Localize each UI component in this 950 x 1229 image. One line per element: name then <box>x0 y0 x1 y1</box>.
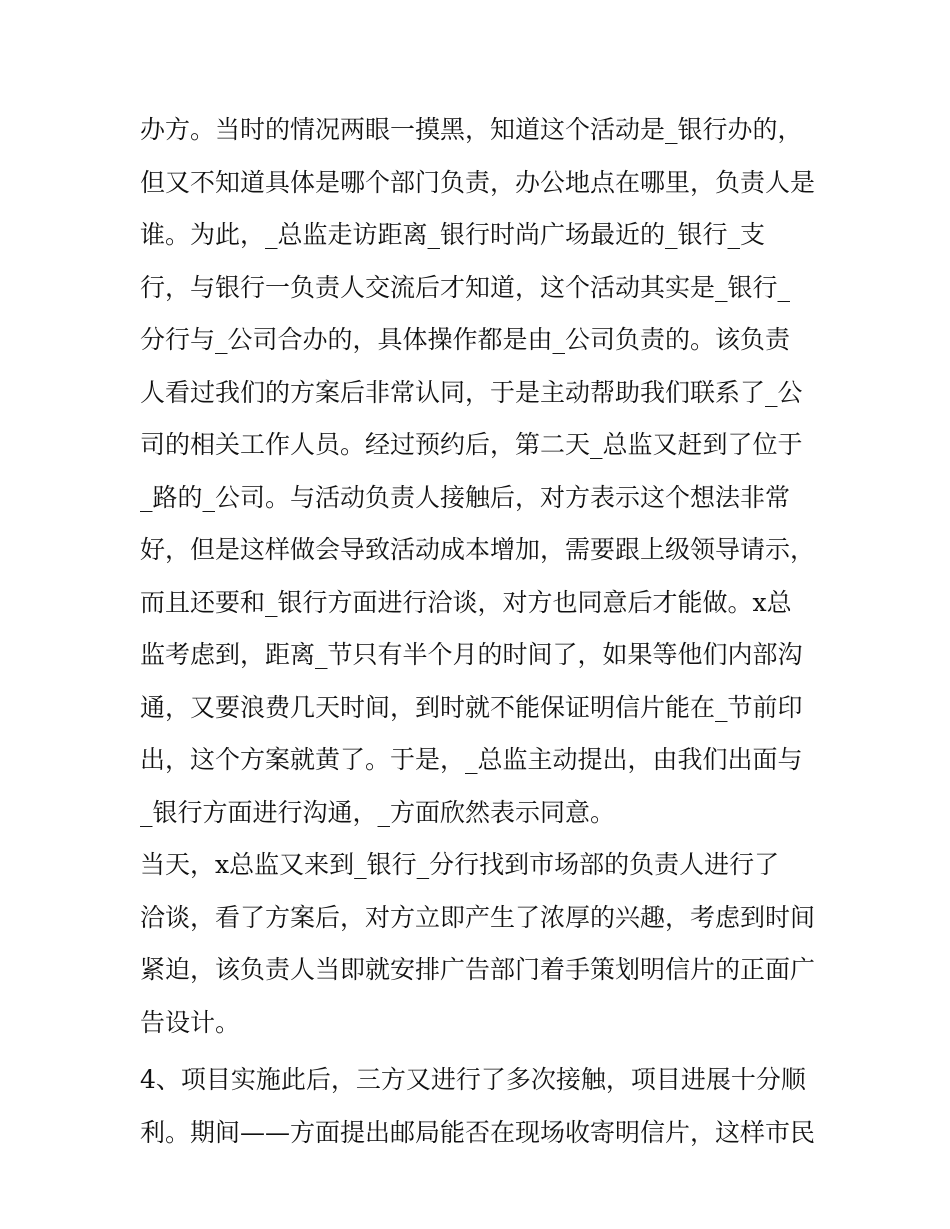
text-line: 分行与_公司合办的，具体操作都是由_公司负责的。该负责 <box>140 325 791 354</box>
text-line: 4、项目实施此后，三方又进行了多次接触，项目进展十分顺 <box>140 1065 806 1094</box>
text-line: 办方。当时的情况两眼一摸黑，知道这个活动是_银行办的， <box>140 115 803 144</box>
text-line: 而且还要和_银行方面进行洽谈，对方也同意后才能做。x总 <box>140 587 792 617</box>
text-line: 利。期间——方面提出邮局能否在现场收寄明信片，这样市民 <box>140 1117 816 1147</box>
text-line: 当天，x总监又来到_银行_分行找到市场部的负责人进行了 <box>140 850 780 879</box>
text-line: 好，但是这样做会导致活动成本增加，需要跟上级领导请示， <box>140 535 816 564</box>
text-line: _路的_公司。与活动负责人接触后，对方表示这个想法非常 <box>140 482 791 512</box>
text-line: 谁。为此，_总监走访距离_银行时尚广场最近的_银行_支 <box>140 220 766 249</box>
text-line: 行，与银行一负责人交流后才知道，这个活动其实是_银行_ <box>140 272 791 302</box>
text-line: 告设计。 <box>140 1007 241 1037</box>
body-text <box>140 104 816 1159</box>
text-line: 出，这个方案就黄了。于是，_总监主动提出，由我们出面与 <box>140 745 803 774</box>
text-line: 人看过我们的方案后非常认同，于是主动帮助我们联系了_公 <box>140 377 803 407</box>
text-line: 但又不知道具体是哪个部门负责，办公地点在哪里，负责人是 <box>140 167 816 197</box>
text-line: 监考虑到，距离_节只有半个月的时间了，如果等他们内部沟 <box>140 640 803 669</box>
text-line: 司的相关工作人员。经过预约后，第二天_总监又赶到了位于 <box>140 430 803 459</box>
text-line: _银行方面进行沟通，_方面欣然表示同意。 <box>140 797 616 827</box>
text-line: 通，又要浪费几天时间，到时就不能保证明信片能在_节前印 <box>140 692 803 722</box>
text-line: 洽谈，看了方案后，对方立即产生了浓厚的兴趣，考虑到时间 <box>140 902 816 932</box>
text-line: 紧迫，该负责人当即就安排广告部门着手策划明信片的正面广 <box>140 955 816 984</box>
